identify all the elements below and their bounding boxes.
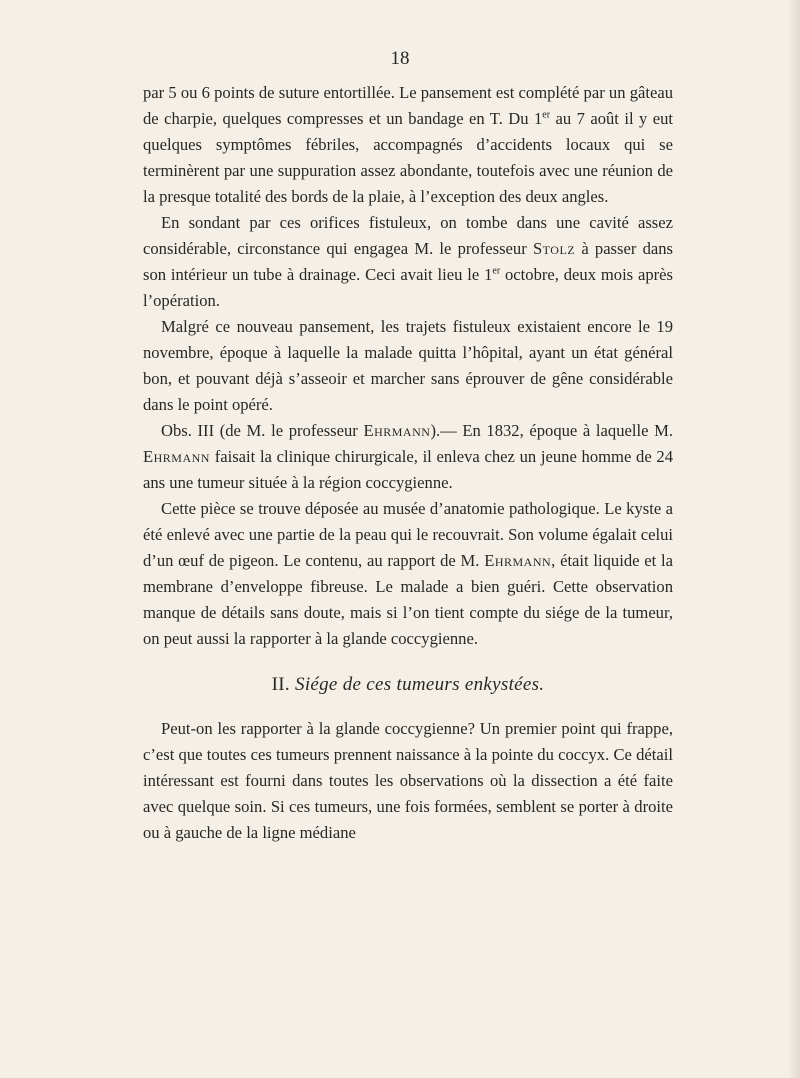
paragraph-4: Obs. III (de M. le professeur Ehrmann).— En 1832, époque à laquelle M. Ehrmann faisait la clinique chirurgicale, il enleva chez un jeune homme de 24 ans une tumeur située à la région coccygienne. bbox=[143, 421, 673, 492]
section-heading bbox=[143, 672, 673, 698]
paragraph-1: par 5 ou 6 points de suture entortillée. Le pansement est complété par un gâteau de charpie, quelques compresses et un bandage en T. Du 1er au 7 août il y eut quelques symptômes fébriles, accompagnés d’accidents locaux qui se terminèrent par une suppuration assez abondante, toutefois avec une réunion de la presque totalité des bords de la plaie, à l’exception des deux angles. bbox=[143, 83, 673, 206]
page-edge-shadow bbox=[788, 0, 800, 1078]
paragraph-6: Peut-on les rapporter à la glande coccygienne? Un premier point qui frappe, c’est que toutes ces tumeurs prennent naissance à la pointe du coccyx. Ce détail intéressant est fourni dans toutes les observations où la dissection a été faite avec quelque soin. Si ces tumeurs, une fois formées, semblent se porter à droite ou à gauche de la ligne médiane bbox=[143, 719, 673, 842]
paragraph-3: Malgré ce nouveau pansement, les trajets fistuleux existaient encore le 19 novembre, époque à laquelle la malade quitta l’hôpital, ayant un état général bon, et pouvant déjà s’asseoir et marcher sans éprouver de gêne considérable dans le point opéré. bbox=[143, 317, 673, 414]
body-text bbox=[143, 80, 673, 846]
author-name: Ehrmann bbox=[484, 551, 552, 570]
author-name: Ehrmann bbox=[143, 447, 210, 466]
author-name: Ehrmann bbox=[363, 421, 431, 440]
paragraph-5: Cette pièce se trouve déposée au musée d’anatomie pathologique. Le kyste a été enlevé avec une partie de la peau qui le recouvrait. Son volume égalait celui d’un œuf de pigeon. Le contenu, au rapport de M. Ehrmann, était liquide et la membrane d’enveloppe fibreuse. Le malade a bien guéri. Cette observation manque de détails sans doute, mais si l’on tient compte du siége de la tumeur, on peut aussi la rapporter à la glande coccygienne. bbox=[143, 499, 673, 648]
section-number: II. bbox=[271, 674, 290, 695]
section-title: Siége de ces tumeurs enkystées. bbox=[295, 674, 545, 695]
author-name: Stolz bbox=[532, 239, 576, 258]
page-number: 18 bbox=[390, 48, 410, 69]
paragraph-2: En sondant par ces orifices fistuleux, on tombe dans une cavité assez considérable, circonstance qui engagea M. le professeur Stolz à passer dans son intérieur un tube à drainage. Ceci avait lieu le 1er octobre, deux mois après l’opération. bbox=[143, 213, 673, 310]
